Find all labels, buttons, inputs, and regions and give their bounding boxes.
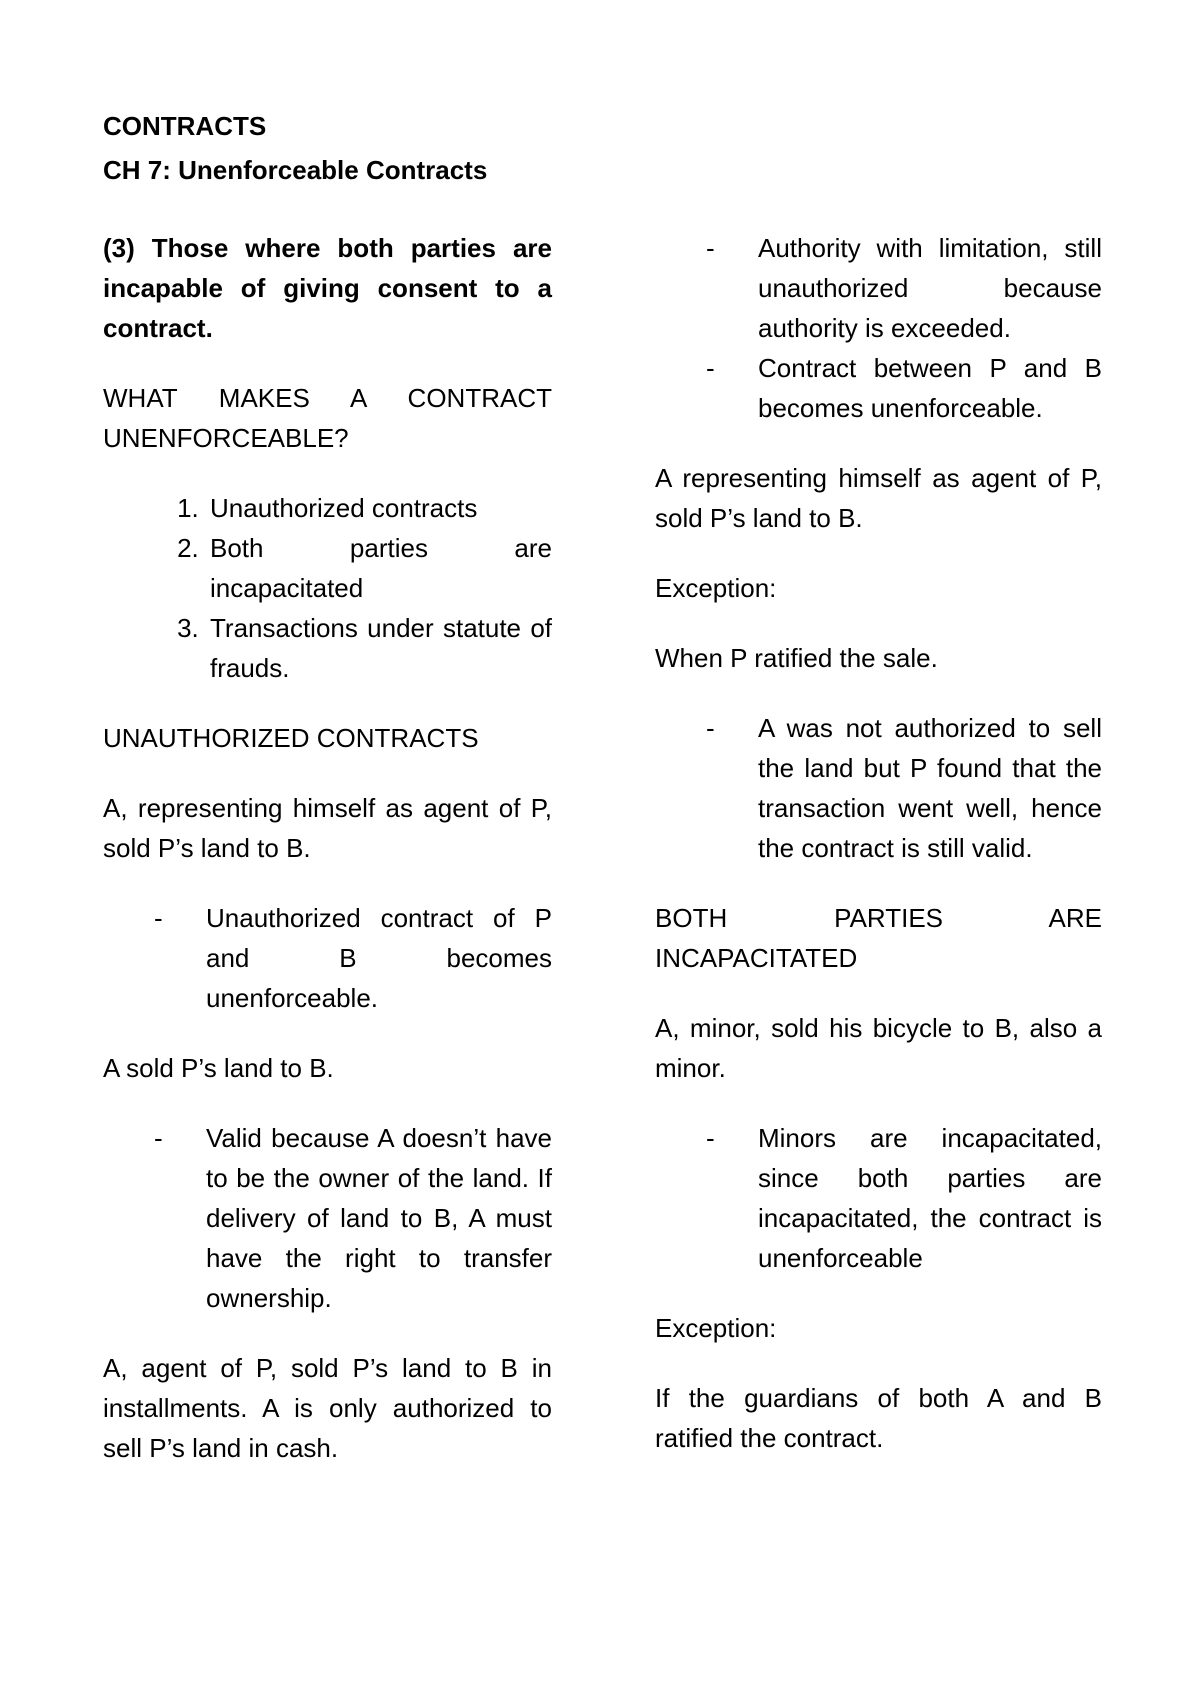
reason-item: 1. Unauthorized contracts [206,488,552,528]
example-paragraph: A, agent of P, sold P’s land to B in installments. A is only authorized to sell P’s land in cash. [103,1353,552,1463]
document-header [103,104,487,192]
example-paragraph: A, minor, sold his bicycle to B, also a minor. [655,1013,1102,1083]
note-item: - Minors are incapacitated, since both parties are incapacitated, the contract is unenforceable [758,1118,1102,1278]
example-paragraph: A sold P’s land to B. [103,1053,334,1083]
example-notes [655,228,1102,428]
document-title: CONTRACTS [103,111,267,141]
note-item: - Contract between P and B becomes unenforceable. [758,348,1102,428]
unauthorized-heading: UNAUTHORIZED CONTRACTS [103,723,479,753]
example-notes [103,898,552,1018]
what-makes-heading: WHAT MAKES A CONTRACT UNENFORCEABLE? [103,383,552,453]
exception-label: Exception: [655,1313,777,1343]
exception-text: If the guardians of both A and B ratified the contract. [655,1383,1102,1453]
left-column [103,228,552,1498]
exception-label: Exception: [655,573,777,603]
intro-paragraph: (3) Those where both parties are incapable of giving consent to a contract. [103,233,552,343]
note-item: - Unauthorized contract of P and B becomes unenforceable. [206,898,552,1018]
example-paragraph: A representing himself as agent of P, sold P’s land to B. [655,463,1102,533]
reason-item: 2. Both parties are incapacitated [206,528,552,608]
example-notes [655,708,1102,868]
reason-item: 3. Transactions under statute of frauds. [206,608,552,688]
chapter-title: CH 7: Unenforceable Contracts [103,155,488,185]
example-paragraph: A, representing himself as agent of P, sold P’s land to B. [103,793,552,863]
note-item: - Authority with limitation, still unauthorized because authority is exceeded. [758,228,1102,348]
note-item: - A was not authorized to sell the land but P found that the transaction went well, hence the contract is still valid. [758,708,1102,868]
reasons-list [103,488,552,688]
example-notes [655,1118,1102,1278]
right-column [655,228,1102,1488]
both-parties-heading: BOTH PARTIES ARE INCAPACITATED [655,903,1102,973]
exception-text: When P ratified the sale. [655,643,938,673]
note-item: - Valid because A doesn’t have to be the owner of the land. If delivery of land to B, A must have the right to transfer ownership. [206,1118,552,1318]
example-notes [103,1118,552,1318]
